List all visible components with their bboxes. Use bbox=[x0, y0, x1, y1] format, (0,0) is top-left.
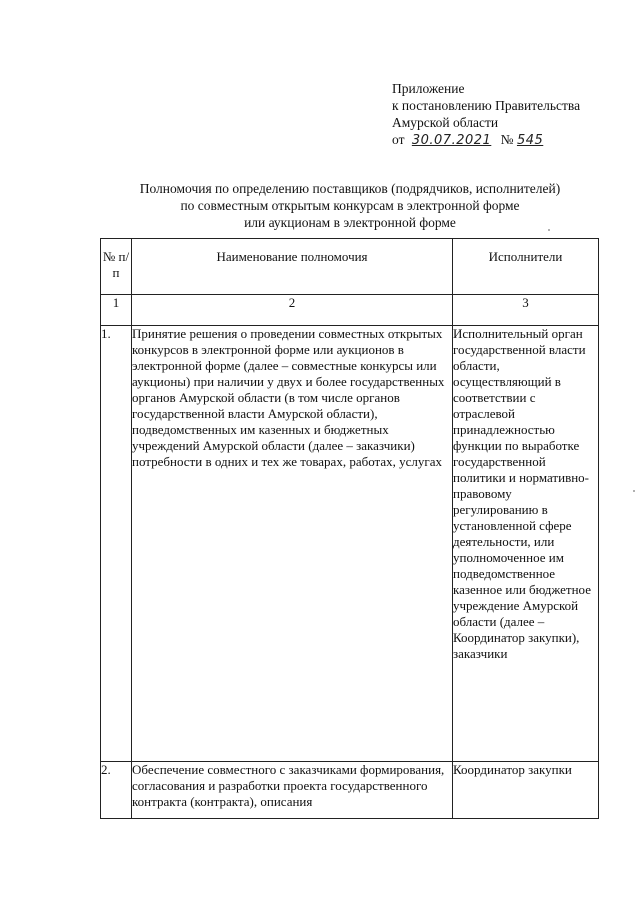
handwritten-date: 30.07.2021 bbox=[411, 133, 492, 148]
appendix-block bbox=[392, 80, 580, 149]
row-number: 1. bbox=[101, 326, 132, 762]
power-name: Принятие решения о проведении совместных открытых конкурсов в электронной форме или аукционов в электронной форме (далее – совместные конкурсы или аукционы) при наличии у двух и более государственных органов Амурской области (в том числе органов государственной власти Амурской области), подведомственных им казенных и бюджетных учреждений Амурской области (далее – заказчики) потребности в одних и тех же товарах, работах, услугах bbox=[132, 326, 453, 762]
header-name: Наименование полномочия bbox=[132, 239, 453, 295]
column-number: 2 bbox=[132, 295, 453, 326]
table-header-row bbox=[101, 239, 599, 295]
column-number: 3 bbox=[453, 295, 599, 326]
header-executors: Исполнители bbox=[453, 239, 599, 295]
document-title bbox=[100, 180, 600, 231]
date-prefix: от bbox=[392, 132, 405, 147]
power-executors: Координатор закупки bbox=[453, 762, 599, 819]
title-line-2: по совместным открытым конкурсам в электронной форме bbox=[180, 198, 520, 213]
appendix-date-number bbox=[392, 131, 580, 149]
number-prefix: № bbox=[500, 132, 514, 147]
column-number-row bbox=[101, 295, 599, 326]
scan-artifact bbox=[548, 229, 550, 231]
row-number: 2. bbox=[101, 762, 132, 819]
title-line-3: или аукционам в электронной форме bbox=[244, 215, 456, 230]
appendix-region: Амурской области bbox=[392, 115, 499, 130]
header-num: № п/п bbox=[101, 239, 132, 295]
table-row bbox=[101, 762, 599, 819]
scan-artifact bbox=[633, 490, 635, 492]
column-number: 1 bbox=[101, 295, 132, 326]
handwritten-number: 545 bbox=[516, 133, 544, 148]
appendix-label: Приложение bbox=[392, 81, 465, 96]
powers-table bbox=[100, 238, 599, 819]
power-executors: Исполнительный орган государственной власти области, осуществляющий в соответствии с отраслевой принадлежностью функции по выработке государственной политики и нормативно-правовому регулированию в установленной сфере деятельности, или уполномоченное им подведомственное казенное или бюджетное учреждение Амурской области (далее – Координатор закупки), заказчики bbox=[453, 326, 599, 762]
appendix-resolution: к постановлению Правительства bbox=[392, 98, 581, 113]
table-row bbox=[101, 326, 599, 762]
title-line-1: Полномочия по определению поставщиков (подрядчиков, исполнителей) bbox=[139, 181, 561, 196]
power-name: Обеспечение совместного с заказчиками формирования, согласования и разработки проекта государственного контракта (контракта), описания bbox=[132, 762, 453, 819]
